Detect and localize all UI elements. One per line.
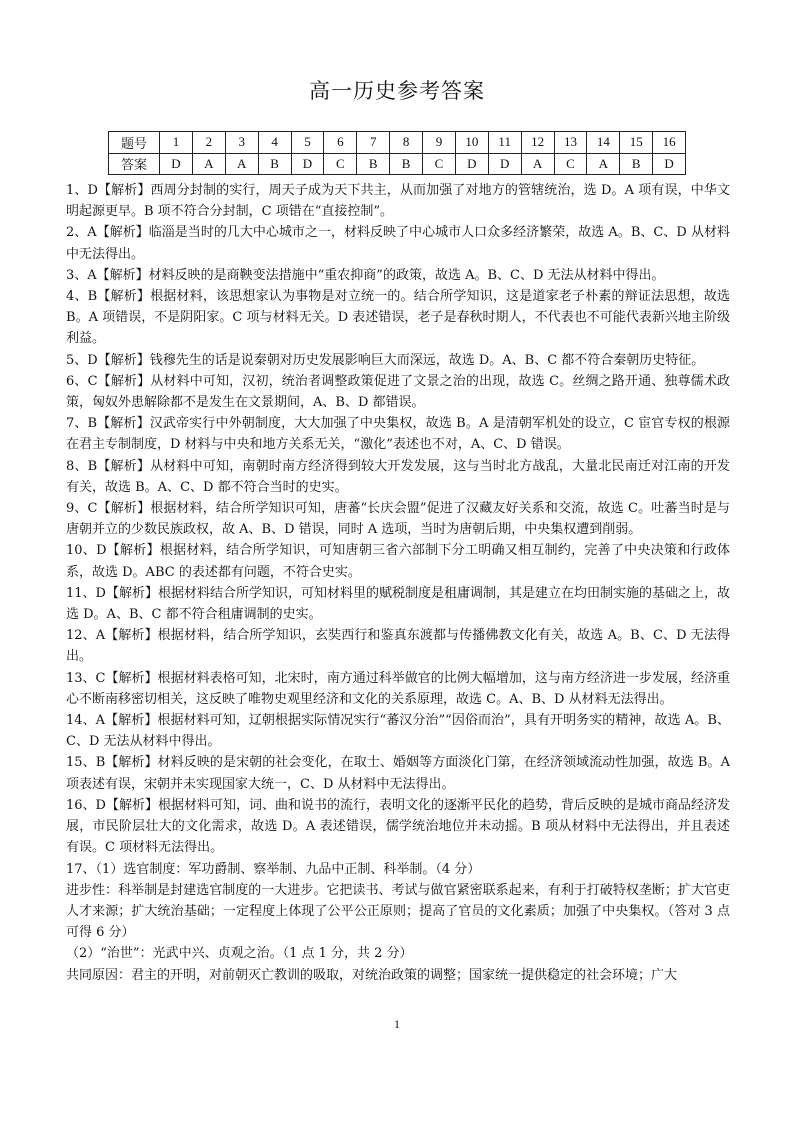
answer-cell: A (225, 153, 258, 175)
answer-paragraph: 3、A【解析】材料反映的是商鞅变法措施中“重农抑商”的政策，故选 A。B、C、D 无法从材料中得出。 (66, 267, 665, 283)
answer-paragraph: 进步性：科举制是封建选官制度的一大进步。它把读书、考试与做官紧密联系起来，有利于打破特权垄断；扩大官吏人才来源；扩大统治基础；一定程度上体现了公平公正原则；提高了官员的文化素质；加强了中央集权。（答对 3 点可得 6 分） (66, 882, 730, 941)
answer-cell: D (488, 153, 521, 175)
answer-cell: D (455, 153, 488, 175)
answer-paragraph: 16、D【解析】根据材料可知，词、曲和说书的流行，表明文化的逐渐平民化的趋势，背后反映的是城市商品经济发展，市民阶层壮大的文化需求，故选 D。A 表述错误，儒学统治地位并未动摇。B 项从材料中无法得出，并且表述有误。C 项材料无法得出。 (66, 797, 730, 856)
answer-explanations (66, 180, 730, 986)
question-number-cell: 16 (653, 132, 686, 154)
question-number-cell: 4 (258, 132, 291, 154)
answer-paragraph: 6、C【解析】从材料中可知，汉初，统治者调整政策促进了文景之治的出现，故选 C。丝绸之路开通、独尊儒术政策，匈奴外患解除都不是发生在文景期间，A、B、D 都错误。 (66, 373, 730, 411)
answer-paragraph: 12、A【解析】根据材料，结合所学知识，玄奘西行和鉴真东渡都与传播佛教文化有关，故选 A。B、C、D 无法得出。 (66, 628, 730, 665)
question-number-cell: 3 (225, 132, 258, 154)
page-title: 高一历史参考答案 (309, 79, 485, 103)
question-number-cell: 1 (160, 132, 193, 154)
question-number-cell: 13 (554, 132, 587, 154)
answer-cell: D (291, 153, 324, 175)
answer-cell: B (258, 153, 291, 175)
question-number-cell: 10 (455, 132, 488, 154)
answer-cell: A (521, 153, 554, 175)
answer-paragraph: 1、D【解析】西周分封制的实行，周天子成为天下共主，从而加强了对地方的管辖统治，选 D。A 项有误，中华文明起源更早。B 项不符合分封制，C 项错在“直接控制”。 (66, 183, 730, 220)
question-number-cell: 14 (587, 132, 620, 154)
question-number-cell: 6 (324, 132, 357, 154)
question-number-cell: 8 (390, 132, 423, 154)
answer-paragraph: 11、D【解析】根据材料结合所学知识，可知材料里的赋税制度是租庸调制，其是建立在均田制实施的基础之上，故选 D。A、B、C 都不符合租庸调制的史实。 (66, 585, 730, 623)
answer-paragraph: 共同原因：君主的开明，对前朝灭亡教训的吸取，对统治政策的调整；国家统一提供稳定的社会环境；广大 (66, 967, 678, 983)
answer-paragraph: 7、B【解析】汉武帝实行中外朝制度，大大加强了中央集权，故选 B。A 是清朝军机处的设立，C 宦官专权的根源在君主专制制度，D 材料与中央和地方关系无关，“激化”表述也不对，A、C、D 错误。 (66, 416, 730, 453)
question-number-cell: 12 (521, 132, 554, 154)
row-label-number: 题号 (109, 132, 160, 154)
page-number: 1 (394, 1017, 400, 1031)
answer-paragraph: 5、D【解析】钱穆先生的话是说秦朝对历史发展影响巨大而深远，故选 D。A、B、C 都不符合秦朝历史特征。 (66, 352, 705, 368)
answer-paragraph: 9、C【解析】根据材料，结合所学知识可知，唐蕃“长庆会盟”促进了汉藏友好关系和交流，故选 C。吐蕃当时是与唐朝并立的少数民族政权，故 A、B、D 错误，同时 A 选项，当时为唐朝后期，中央集权遭到削弱。 (66, 501, 730, 538)
answer-paragraph: 2、A【解析】临淄是当时的几大中心城市之一，材料反映了中心城市人口众多经济繁荣，故选 A。B、C、D 从材料中无法得出。 (66, 225, 730, 262)
question-number-cell: 7 (357, 132, 390, 154)
question-number-row (109, 132, 686, 154)
answer-paragraph: 14、A【解析】根据材料可知，辽朝根据实际情况实行“蕃汉分治”“因俗而治”，具有开明务实的精神，故选 A。B、C、D 无法从材料中得出。 (66, 713, 730, 750)
answer-paragraph: 15、B【解析】材料反映的是宋朝的社会变化，在取士、婚姻等方面淡化门第，在经济领域流动性加强，故选 B。A 项表述有误，宋朝并未实现国家大统一，C、D 从材料中无法得出。 (66, 755, 730, 792)
answer-cell: C (324, 153, 357, 175)
answer-cell: A (192, 153, 225, 175)
answer-cell: C (423, 153, 456, 175)
answer-paragraph: 10、D【解析】根据材料，结合所学知识，可知唐朝三省六部制下分工明确又相互制约，完善了中央决策和行政体系，故选 D。ABC 的表述都有问题，不符合史实。 (66, 543, 730, 580)
answer-cell: B (390, 153, 423, 175)
answer-paragraph: 13、C【解析】根据材料表格可知，北宋时，南方通过科举做官的比例大幅增加，这与南方经济进一步发展，经济重心不断南移密切相关，这反映了唯物史观里经济和文化的关系原理，故选 C。A、B、D 从材料无法得出。 (66, 670, 730, 707)
question-number-cell: 15 (620, 132, 653, 154)
answer-paragraph: 8、B【解析】从材料中可知，南朝时南方经济得到较大开发发展，这与当时北方战乱，大量北民南迁对江南的开发有关，故选 B。A、C、D 都不符合当时的史实。 (66, 458, 730, 495)
answer-table (108, 131, 686, 175)
answer-paragraph: 17、（1）选官制度：军功爵制、察举制、九品中正制、科举制。（4 分） (66, 861, 481, 877)
answer-paragraph: （2）“治世”：光武中兴、贞观之治。（1 点 1 分，共 2 分） (66, 946, 413, 962)
answer-paragraph: 4、B【解析】根据材料，该思想家认为事物是对立统一的。结合所学知识，这是道家老子朴素的辩证法思想，故选 B。A 项错误，不是阴阳家。C 项与材料无关。D 表述错误，老子是春秋时期人，不代表也不可能代表新兴地主阶级利益。 (66, 289, 730, 347)
answer-cell: B (357, 153, 390, 175)
question-number-cell: 5 (291, 132, 324, 154)
answer-cell: C (554, 153, 587, 175)
answer-row (109, 153, 686, 175)
answer-cell: A (587, 153, 620, 175)
answer-cell: D (160, 153, 193, 175)
question-number-cell: 2 (192, 132, 225, 154)
answer-cell: D (653, 153, 686, 175)
question-number-cell: 11 (488, 132, 521, 154)
row-label-answer: 答案 (109, 153, 160, 175)
question-number-cell: 9 (423, 132, 456, 154)
answer-cell: B (620, 153, 653, 175)
